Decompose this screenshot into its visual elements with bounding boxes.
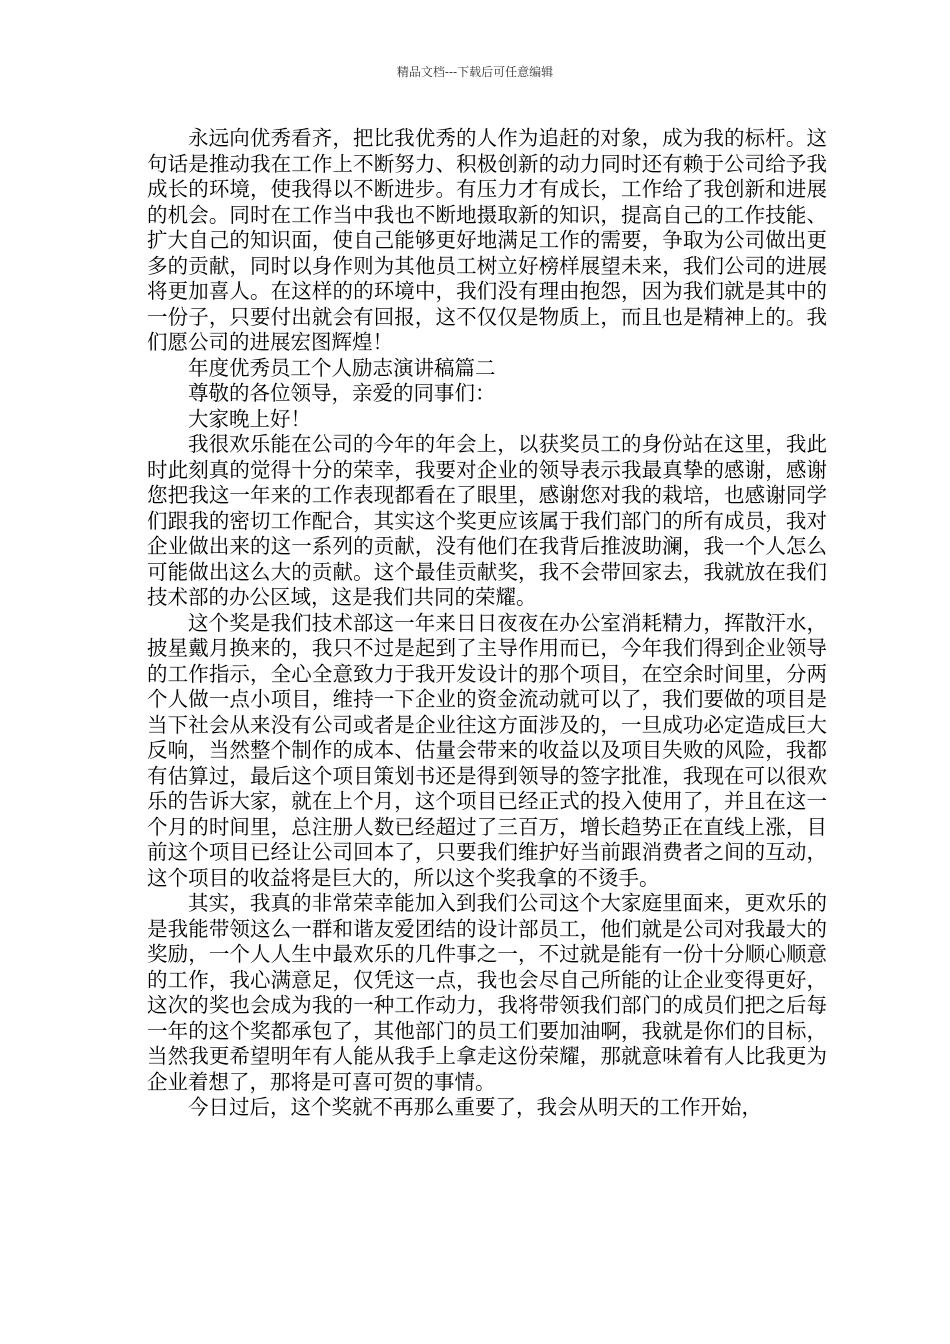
- paragraph-1: 永远向优秀看齐，把比我优秀的人作为追赶的对象，成为我的标杆。这句话是推动我在工作上不断努力、积极创新的动力同时还有赖于公司给予我成长的环境，使我得以不断进步。有压力才有成长，工作给了我创新和进展的机会。同时在工作当中我也不断地摄取新的知识，提高自己的工作技能、扩大自己的知识面，使自己能够更好地满足工作的需要，争取为公司做出更多的贡献，同时以身作则为其他员工树立好榜样展望未来，我们公司的进展将更加喜人。在这样的的环境中，我们没有理由抱怨，因为我们就是其中的一份子，只要付出就会有回报，这不仅仅是物质上，而且也是精神上的。我们愿公司的进展宏图辉煌！: [147, 126, 827, 354]
- greeting: 大家晚上好！: [188, 406, 311, 431]
- document-body: [147, 126, 827, 1121]
- paragraph-3: 这个奖是我们技术部这一年来日日夜夜在办公室消耗精力，挥散汗水，披星戴月换来的，我只不过是起到了主导作用而已，今年我们得到企业领导的工作指示，全心全意致力于我开发设计的那个项目，在空余时间里，分两个人做一点小项目，维持一下企业的资金流动就可以了，我们要做的项目是当下社会从来没有公司或者是企业往这方面涉及的，一旦成功必定造成巨大反响，当然整个制作的成本、估量会带来的收益以及项目失败的风险，我都有估算过，最后这个项目策划书还是得到领导的签字批准，我现在可以很欢乐的告诉大家，就在上个月，这个项目已经正式的投入使用了，并且在这一个月的时间里，总注册人数已经超过了三百万，增长趋势正在直线上涨，目前这个项目已经让公司回本了，只要我们维护好当前跟消费者之间的互动，这个项目的收益将是巨大的，所以这个奖我拿的不烫手。: [147, 610, 827, 890]
- paragraph-2: 我很欢乐能在公司的今年的年会上，以获奖员工的身份站在这里，我此时此刻真的觉得十分的荣幸，我要对企业的领导表示我最真挚的感谢，感谢您把我这一年来的工作表现都看在了眼里，感谢您对我的栽培，也感谢同学们跟我的密切工作配合，其实这个奖更应该属于我们部门的所有成员，我对企业做出来的这一系列的贡献，没有他们在我背后推波助澜，我一个人怎么可能做出这么大的贡献。这个最佳贡献奖，我不会带回家去，我就放在我们技术部的办公区域，这是我们共同的荣耀。: [147, 432, 827, 609]
- section-title: 年度优秀员工个人励志演讲稿篇二: [188, 355, 496, 380]
- paragraph-5: 今日过后，这个奖就不再那么重要了，我会从明天的工作开始，: [188, 1095, 762, 1119]
- salutation: 尊敬的各位领导，亲爱的同事们：: [188, 381, 496, 405]
- paragraph-4: 其实，我真的非常荣幸能加入到我们公司这个大家庭里面来，更欢乐的是我能带领这么一群和谐友爱团结的设计部员工，他们就是公司对我最大的奖励，一个人人生中最欢乐的几件事之一，不过就是能有一份十分顺心顺意的工作，我心满意足，仅凭这一点，我也会尽自己所能的让企业变得更好，这次的奖也会成为我的一种工作动力，我将带领我们部门的成员们把之后每一年的这个奖都承包了，其他部门的员工们要加油啊，我就是你们的目标，当然我更希望明年有人能从我手上拿走这份荣耀，那就意味着有人比我更为企业着想了，那将是可喜可贺的事情。: [147, 891, 827, 1094]
- page-header: 精品文档---下载后可任意编辑: [396, 65, 554, 79]
